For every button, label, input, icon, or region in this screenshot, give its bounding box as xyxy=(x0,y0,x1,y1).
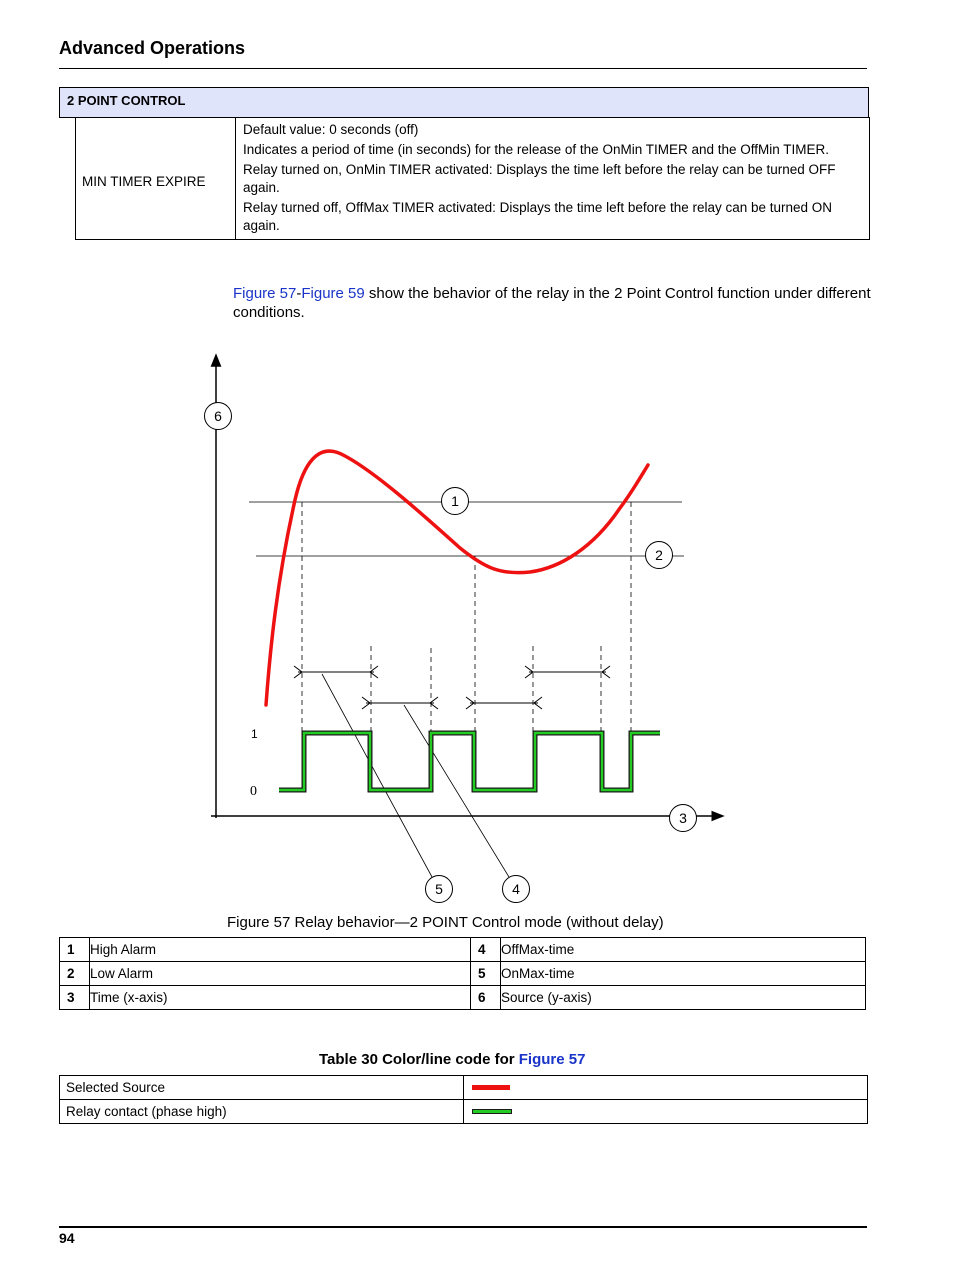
figure-57-link[interactable]: Figure 57 xyxy=(518,1051,586,1068)
callout-label: 5 xyxy=(435,881,443,897)
level-0-label: 0 xyxy=(250,784,257,799)
description-line: Indicates a period of time (in seconds) for the release of the OnMin TIMER and the OffMin TIMER. xyxy=(243,142,830,157)
color-row-label: Selected Source xyxy=(60,1076,464,1100)
legend-number: 4 xyxy=(471,938,501,962)
footer-rule xyxy=(59,1226,867,1228)
legend-number: 1 xyxy=(60,938,90,962)
table-row xyxy=(60,986,866,1010)
description-line: Relay turned off, OffMax TIMER activated: Displays the time left before the relay can be turned ON again. xyxy=(243,200,833,233)
table-30-title xyxy=(319,1051,585,1068)
legend-label: High Alarm xyxy=(90,938,471,962)
color-code-table xyxy=(59,1075,868,1124)
table-row xyxy=(60,1076,868,1100)
legend-number: 6 xyxy=(471,986,501,1010)
link-separator: - xyxy=(296,285,302,302)
figure-57-link[interactable]: Figure 57 xyxy=(233,285,297,302)
figure-legend xyxy=(59,937,866,1010)
intro-paragraph xyxy=(233,284,873,322)
row-label: MIN TIMER EXPIRE xyxy=(76,118,236,240)
callout-3 xyxy=(670,805,697,832)
table-row xyxy=(60,962,866,986)
table-30-title-text: Table 30 Color/line code for xyxy=(319,1051,519,1068)
callout-label: 2 xyxy=(655,547,663,563)
control-table-heading: 2 POINT CONTROL xyxy=(59,87,869,118)
callout-1 xyxy=(442,488,469,515)
callout-6 xyxy=(205,403,232,430)
legend-label: Low Alarm xyxy=(90,962,471,986)
section-title: Advanced Operations xyxy=(59,38,246,58)
description-line: Relay turned on, OnMin TIMER activated: Displays the time left before the relay can be turned OFF again. xyxy=(243,162,836,195)
color-row-label: Relay contact (phase high) xyxy=(60,1100,464,1124)
color-swatch-cell xyxy=(464,1076,868,1100)
row-description xyxy=(236,118,870,240)
callout-2 xyxy=(646,542,673,569)
callout-4 xyxy=(503,876,530,903)
legend-label: OnMax-time xyxy=(501,962,866,986)
relay-behavior-figure xyxy=(0,340,954,910)
timing-guides xyxy=(302,502,631,790)
callout-5-leader xyxy=(322,674,432,877)
source-color-swatch xyxy=(472,1085,510,1090)
relay-signal-fill xyxy=(279,733,660,790)
figure-caption: Figure 57 Relay behavior—2 POINT Control mode (without delay) xyxy=(227,914,664,931)
header-rule xyxy=(59,68,867,69)
control-table xyxy=(75,117,870,240)
callout-label: 4 xyxy=(512,881,520,897)
callout-label: 3 xyxy=(679,810,687,826)
timer-intervals xyxy=(294,666,610,709)
table-row xyxy=(60,938,866,962)
legend-number: 3 xyxy=(60,986,90,1010)
callout-5 xyxy=(426,876,453,903)
legend-label: Source (y-axis) xyxy=(501,986,866,1010)
table-row xyxy=(76,118,870,240)
callout-label: 6 xyxy=(214,408,222,424)
figure-59-link[interactable]: Figure 59 xyxy=(301,285,365,302)
table-row xyxy=(60,1100,868,1124)
legend-label: Time (x-axis) xyxy=(90,986,471,1010)
level-1-label: 1 xyxy=(251,727,258,741)
callout-label: 1 xyxy=(451,493,459,509)
legend-label: OffMax-time xyxy=(501,938,866,962)
intro-text: show the behavior of the relay in the 2 Point Control function under different conditions. xyxy=(233,285,871,321)
page-number: 94 xyxy=(59,1230,75,1246)
color-swatch-cell xyxy=(464,1100,868,1124)
description-line: Default value: 0 seconds (off) xyxy=(243,122,419,137)
legend-number: 2 xyxy=(60,962,90,986)
relay-color-swatch xyxy=(472,1109,512,1114)
legend-number: 5 xyxy=(471,962,501,986)
